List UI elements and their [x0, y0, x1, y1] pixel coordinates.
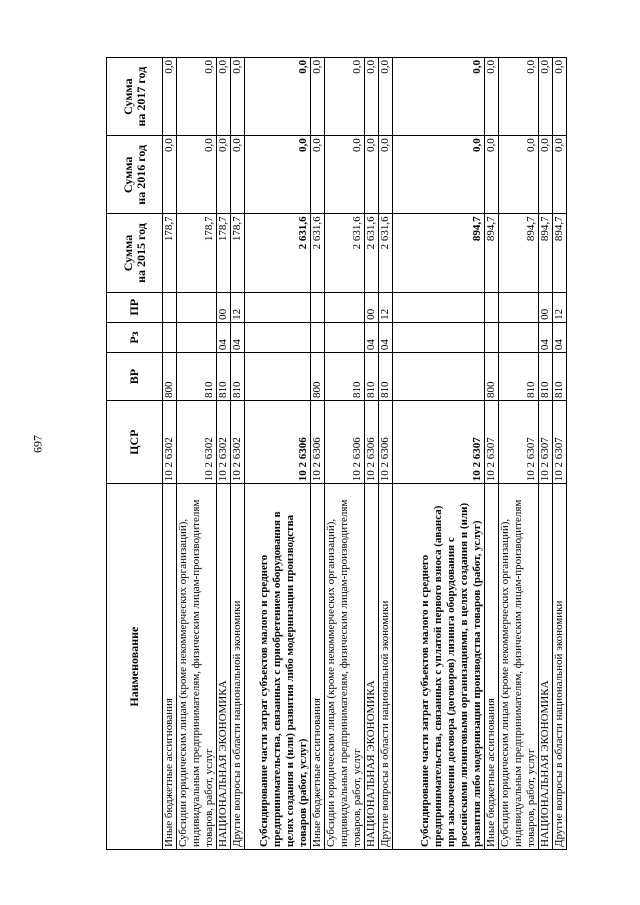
cell-name: Субсидии юридическим лицам (кроме некоммерческих организаций), индивидуальным предпринимателям, физическим лицам-производителям товаров, работ, услуг [325, 484, 365, 850]
cell-rz [325, 322, 365, 352]
cell-sum-2015: 894,7 [553, 214, 567, 292]
header-csr: ЦСР [107, 401, 163, 484]
cell-csr: 10 2 6306 [379, 401, 393, 484]
cell-sum-2017: 0,0 [393, 58, 485, 136]
table-row [245, 58, 311, 850]
cell-pr: 00 [539, 292, 553, 322]
cell-sum-2017: 0,0 [311, 58, 325, 136]
cell-pr: 12 [553, 292, 567, 322]
cell-name: НАЦИОНАЛЬНАЯ ЭКОНОМИКА [217, 484, 231, 850]
cell-csr: 10 2 6307 [553, 401, 567, 484]
cell-rz [245, 322, 311, 352]
cell-sum-2015: 178,7 [177, 214, 217, 292]
cell-csr: 10 2 6307 [499, 401, 539, 484]
cell-vr [393, 353, 485, 401]
cell-csr: 10 2 6302 [177, 401, 217, 484]
cell-rz: 04 [365, 322, 379, 352]
cell-rz [485, 322, 499, 352]
cell-name: Другие вопросы в области национальной экономики [553, 484, 567, 850]
cell-name: Субсидирование части затрат субъектов малого и среднего предпринимательства, связанных с приобретением оборудования в целях создания и (или) развития либо модернизации производства товаров (работ, услуг) [245, 484, 311, 850]
header-rz: Рз [107, 322, 163, 352]
cell-pr [485, 292, 499, 322]
cell-sum-2016: 0,0 [393, 136, 485, 214]
cell-pr [245, 292, 311, 322]
cell-sum-2016: 0,0 [325, 136, 365, 214]
table-row [177, 58, 217, 850]
table-row [311, 58, 325, 850]
cell-vr: 810 [539, 353, 553, 401]
header-sum-2015: Сумма на 2015 год [107, 214, 163, 292]
cell-sum-2015: 2 631,6 [245, 214, 311, 292]
cell-name: Иные бюджетные ассигнования [485, 484, 499, 850]
cell-name: Субсидии юридическим лицам (кроме некоммерческих организаций), индивидуальным предпринимателям, физическим лицам-производителям товаров, работ, услуг [499, 484, 539, 850]
table-row [539, 58, 553, 850]
header-name: Наименование [107, 484, 163, 850]
cell-vr [245, 353, 311, 401]
header-sum-2016: Сумма на 2016 год [107, 136, 163, 214]
cell-name: Иные бюджетные ассигнования [163, 484, 177, 850]
table-rotation-frame [106, 57, 565, 850]
cell-sum-2015: 894,7 [499, 214, 539, 292]
cell-sum-2015: 894,7 [485, 214, 499, 292]
cell-rz [177, 322, 217, 352]
cell-sum-2015: 2 631,6 [325, 214, 365, 292]
cell-name: Субсидирование части затрат субъектов малого и среднего предпринимательства, связанных с уплатой первого взноса (аванса) при заключении договора (договоров) лизинга оборудования с российскими лизинговыми организациями, в целях создания и (или) развития либо модернизации производства товаров (работ, услуг) [393, 484, 485, 850]
cell-sum-2016: 0,0 [485, 136, 499, 214]
cell-csr: 10 2 6307 [485, 401, 499, 484]
cell-sum-2015: 2 631,6 [311, 214, 325, 292]
cell-sum-2015: 894,7 [393, 214, 485, 292]
table-body [163, 58, 567, 850]
cell-rz: 04 [217, 322, 231, 352]
cell-sum-2016: 0,0 [379, 136, 393, 214]
cell-sum-2016: 0,0 [499, 136, 539, 214]
cell-pr: 12 [379, 292, 393, 322]
table-row [499, 58, 539, 850]
cell-rz: 04 [231, 322, 245, 352]
table-row [365, 58, 379, 850]
table-row [485, 58, 499, 850]
cell-vr: 810 [379, 353, 393, 401]
cell-sum-2015: 178,7 [217, 214, 231, 292]
cell-pr [163, 292, 177, 322]
cell-sum-2017: 0,0 [231, 58, 245, 136]
cell-vr: 810 [499, 353, 539, 401]
cell-csr: 10 2 6302 [217, 401, 231, 484]
cell-csr: 10 2 6306 [365, 401, 379, 484]
cell-sum-2017: 0,0 [217, 58, 231, 136]
table-row [393, 58, 485, 850]
cell-sum-2016: 0,0 [217, 136, 231, 214]
table-row [217, 58, 231, 850]
cell-pr: 00 [217, 292, 231, 322]
cell-sum-2016: 0,0 [163, 136, 177, 214]
cell-pr [393, 292, 485, 322]
cell-vr: 810 [325, 353, 365, 401]
cell-name: Другие вопросы в области национальной экономики [231, 484, 245, 850]
cell-name: Другие вопросы в области национальной экономики [379, 484, 393, 850]
table-row [163, 58, 177, 850]
cell-csr: 10 2 6306 [245, 401, 311, 484]
cell-sum-2016: 0,0 [231, 136, 245, 214]
cell-sum-2015: 2 631,6 [379, 214, 393, 292]
cell-sum-2016: 0,0 [365, 136, 379, 214]
cell-name: НАЦИОНАЛЬНАЯ ЭКОНОМИКА [539, 484, 553, 850]
cell-sum-2015: 2 631,6 [365, 214, 379, 292]
cell-pr [311, 292, 325, 322]
page-number: 697 [30, 435, 45, 453]
cell-csr: 10 2 6306 [325, 401, 365, 484]
cell-sum-2017: 0,0 [325, 58, 365, 136]
cell-csr: 10 2 6302 [163, 401, 177, 484]
cell-rz [163, 322, 177, 352]
header-sum-2017: Сумма на 2017 год [107, 58, 163, 136]
cell-name: Субсидии юридическим лицам (кроме некоммерческих организаций), индивидуальным предпринимателям, физическим лицам-производителям товаров, работ, услуг [177, 484, 217, 850]
cell-csr: 10 2 6302 [231, 401, 245, 484]
cell-rz [393, 322, 485, 352]
cell-vr: 800 [311, 353, 325, 401]
table-header-row [107, 58, 163, 850]
cell-vr: 800 [485, 353, 499, 401]
cell-pr: 12 [231, 292, 245, 322]
table-row [231, 58, 245, 850]
cell-sum-2017: 0,0 [539, 58, 553, 136]
cell-sum-2016: 0,0 [539, 136, 553, 214]
cell-vr: 810 [217, 353, 231, 401]
cell-sum-2017: 0,0 [163, 58, 177, 136]
cell-sum-2015: 178,7 [163, 214, 177, 292]
cell-name: Иные бюджетные ассигнования [311, 484, 325, 850]
cell-sum-2017: 0,0 [379, 58, 393, 136]
cell-sum-2017: 0,0 [553, 58, 567, 136]
cell-csr: 10 2 6307 [539, 401, 553, 484]
cell-pr [177, 292, 217, 322]
budget-table [106, 57, 567, 850]
cell-sum-2015: 894,7 [539, 214, 553, 292]
cell-sum-2017: 0,0 [485, 58, 499, 136]
table-row [379, 58, 393, 850]
cell-sum-2016: 0,0 [311, 136, 325, 214]
cell-sum-2017: 0,0 [365, 58, 379, 136]
cell-rz: 04 [553, 322, 567, 352]
cell-sum-2017: 0,0 [245, 58, 311, 136]
cell-vr: 800 [163, 353, 177, 401]
cell-sum-2016: 0,0 [245, 136, 311, 214]
table-row [325, 58, 365, 850]
cell-vr: 810 [365, 353, 379, 401]
cell-rz: 04 [379, 322, 393, 352]
cell-sum-2016: 0,0 [553, 136, 567, 214]
header-pr: ПР [107, 292, 163, 322]
cell-vr: 810 [231, 353, 245, 401]
cell-rz [499, 322, 539, 352]
cell-name: НАЦИОНАЛЬНАЯ ЭКОНОМИКА [365, 484, 379, 850]
cell-sum-2015: 178,7 [231, 214, 245, 292]
cell-sum-2017: 0,0 [499, 58, 539, 136]
cell-pr [325, 292, 365, 322]
cell-pr [499, 292, 539, 322]
cell-rz [311, 322, 325, 352]
cell-rz: 04 [539, 322, 553, 352]
cell-sum-2016: 0,0 [177, 136, 217, 214]
cell-csr: 10 2 6306 [311, 401, 325, 484]
cell-vr: 810 [553, 353, 567, 401]
cell-csr: 10 2 6307 [393, 401, 485, 484]
table-row [553, 58, 567, 850]
cell-pr: 00 [365, 292, 379, 322]
header-vr: ВР [107, 353, 163, 401]
cell-vr: 810 [177, 353, 217, 401]
cell-sum-2017: 0,0 [177, 58, 217, 136]
